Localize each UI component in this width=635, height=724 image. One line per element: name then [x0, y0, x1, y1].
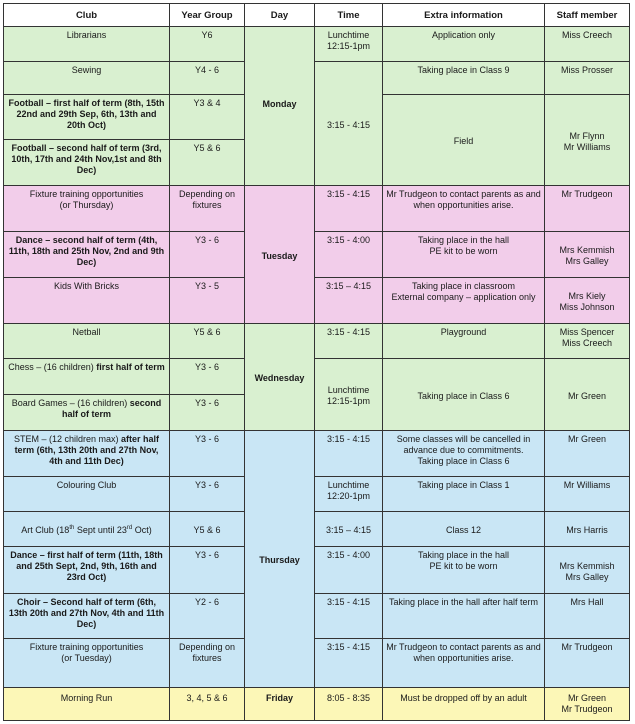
table-row	[4, 594, 630, 639]
extra-info: Taking place in Class 9	[383, 62, 545, 95]
staff-member: Mr Williams	[545, 477, 630, 512]
club-name: Choir – Second half of term (6th, 13th 20th and 27th Nov, 4th and 11th Dec)	[4, 594, 170, 639]
extra-info: Taking place in classroom External company – application only	[383, 278, 545, 324]
year-group: Depending on fixtures	[170, 639, 245, 688]
table-row	[4, 477, 630, 512]
year-group: Y3 & 4	[170, 95, 245, 140]
year-group: Y5 & 6	[170, 140, 245, 186]
time: 3:15 - 4:15	[315, 431, 383, 477]
day-tuesday: Tuesday	[245, 186, 315, 324]
club-name	[4, 359, 170, 395]
club-name-part: Oct)	[132, 525, 152, 535]
staff-member: Mr Green Mr Trudgeon	[545, 688, 630, 721]
table-row	[4, 324, 630, 359]
extra-info: Playground	[383, 324, 545, 359]
extra-info: Field	[383, 95, 545, 186]
staff-member: Mrs Hall	[545, 594, 630, 639]
header-staff-member: Staff member	[545, 4, 630, 27]
time: 3:15 – 4:15	[315, 512, 383, 547]
time: Lunchtime 12:15-1pm	[315, 27, 383, 62]
staff-member: Miss Spencer Miss Creech	[545, 324, 630, 359]
year-group: Y3 - 6	[170, 232, 245, 278]
staff-member: Mr Trudgeon	[545, 186, 630, 232]
extra-info: Must be dropped off by an adult	[383, 688, 545, 721]
year-group: Y5 & 6	[170, 324, 245, 359]
club-name-part: Art Club (18	[21, 525, 70, 535]
header-time: Time	[315, 4, 383, 27]
year-group: Y3 - 6	[170, 431, 245, 477]
club-name: Netball	[4, 324, 170, 359]
staff-member: Mr Trudgeon	[545, 639, 630, 688]
time	[315, 232, 383, 278]
extra-info: Class 12	[383, 512, 545, 547]
table-row	[4, 688, 630, 721]
club-name: Fixture training opportunities (or Tuesday)	[4, 639, 170, 688]
time: Lunchtime 12:20-1pm	[315, 477, 383, 512]
time-start: 3:15 - 4:00	[326, 235, 371, 245]
club-name-term: after half term (6th, 13th 20th and 27th Nov, 4th and 11th Dec)	[14, 434, 160, 466]
club-name: Colouring Club	[4, 477, 170, 512]
header-club: Club	[4, 4, 170, 27]
extra-info: Taking place in the hall PE kit to be worn	[383, 232, 545, 278]
club-name-main: Board Games – (16 children)	[11, 398, 130, 408]
extra-info: Taking place in the hall PE kit to be worn	[383, 547, 545, 594]
club-name-main: STEM – (12 children max)	[13, 434, 122, 444]
year-group: Y3 - 6	[170, 477, 245, 512]
extra-info: Taking place in the hall after half term	[383, 594, 545, 639]
year-group: Y3 - 6	[170, 547, 245, 594]
time-start: 3:15 - 4:00	[326, 550, 371, 560]
staff-member: Mrs Kemmish Mrs Galley	[545, 232, 630, 278]
header-year-group: Year Group	[170, 4, 245, 27]
club-name: Dance – first half of term (11th, 18th and 25th Sept, 2nd, 9th, 16th and 23rd Oct)	[4, 547, 170, 594]
staff-member: Mrs Kemmish Mrs Galley	[545, 547, 630, 594]
extra-info: Mr Trudgeon to contact parents as and when opportunities arise.	[383, 186, 545, 232]
extra-info: Mr Trudgeon to contact parents as and when opportunities arise.	[383, 639, 545, 688]
club-name: Morning Run	[4, 688, 170, 721]
year-group: 3, 4, 5 & 6	[170, 688, 245, 721]
table-row	[4, 232, 630, 278]
club-name-term: first half of term	[96, 362, 165, 372]
club-name: Librarians	[4, 27, 170, 62]
table-row	[4, 278, 630, 324]
club-name-main: Chess – (16 children)	[8, 362, 97, 372]
club-name: Dance – second half of term (4th, 11th, 18th and 25th Nov, 2nd and 9th Dec)	[4, 232, 170, 278]
table-row	[4, 62, 630, 95]
table-row	[4, 639, 630, 688]
club-name	[4, 395, 170, 431]
club-name: Sewing	[4, 62, 170, 95]
day-friday: Friday	[245, 688, 315, 721]
time: 8:05 - 8:35	[315, 688, 383, 721]
year-group: Y3 - 6	[170, 395, 245, 431]
ordinal-suffix: th	[69, 525, 75, 531]
year-group: Y3 - 6	[170, 359, 245, 395]
table-row	[4, 186, 630, 232]
year-group: Y4 - 6	[170, 62, 245, 95]
staff-member: Mr Green	[545, 431, 630, 477]
table-row	[4, 431, 630, 477]
table-row	[4, 27, 630, 62]
clubs-timetable	[3, 3, 630, 721]
time	[315, 547, 383, 594]
staff-member: Miss Creech	[545, 27, 630, 62]
extra-info: Application only	[383, 27, 545, 62]
time: 3:15 - 4:15	[315, 186, 383, 232]
extra-info: Taking place in Class 1	[383, 477, 545, 512]
day-monday: Monday	[245, 27, 315, 186]
ordinal-suffix: rd	[126, 525, 133, 531]
extra-info: Taking place in Class 6	[383, 359, 545, 431]
extra-info: Some classes will be cancelled in advance due to commitments. Taking place in Class 6	[383, 431, 545, 477]
time: 3:15 - 4:15	[315, 639, 383, 688]
table-row	[4, 359, 630, 395]
time: 3:15 - 4:15	[315, 62, 383, 186]
time: 3:15 - 4:15	[315, 594, 383, 639]
club-name-part: Sept until 23	[74, 525, 127, 535]
day-wednesday: Wednesday	[245, 324, 315, 431]
header-day: Day	[245, 4, 315, 27]
time: Lunchtime 12:15-1pm	[315, 359, 383, 431]
club-name	[4, 512, 170, 547]
club-name: Football – first half of term (8th, 15th 22nd and 29th Sep, 6th, 13th and 20th Oct)	[4, 95, 170, 140]
staff-member: Mrs Kiely Miss Johnson	[545, 278, 630, 324]
table-row	[4, 512, 630, 547]
club-name: Football – second half of term (3rd, 10th, 17th and 24th Nov,1st and 8th Dec)	[4, 140, 170, 186]
club-name	[4, 431, 170, 477]
staff-member: Mrs Harris	[545, 512, 630, 547]
table-row	[4, 547, 630, 594]
club-name: Kids With Bricks	[4, 278, 170, 324]
club-name: Fixture training opportunities (or Thursday)	[4, 186, 170, 232]
staff-member: Miss Prosser	[545, 62, 630, 95]
club-name-term: second half of term	[61, 398, 162, 419]
year-group: Y3 - 5	[170, 278, 245, 324]
staff-member: Mr Flynn Mr Williams	[545, 95, 630, 186]
year-group: Depending on fixtures	[170, 186, 245, 232]
header-row	[4, 4, 630, 27]
year-group: Y5 & 6	[170, 512, 245, 547]
year-group: Y6	[170, 27, 245, 62]
time: 3:15 - 4:15	[315, 324, 383, 359]
day-thursday: Thursday	[245, 431, 315, 688]
time: 3:15 – 4:15	[315, 278, 383, 324]
header-extra-information: Extra information	[383, 4, 545, 27]
staff-member: Mr Green	[545, 359, 630, 431]
year-group: Y2 - 6	[170, 594, 245, 639]
